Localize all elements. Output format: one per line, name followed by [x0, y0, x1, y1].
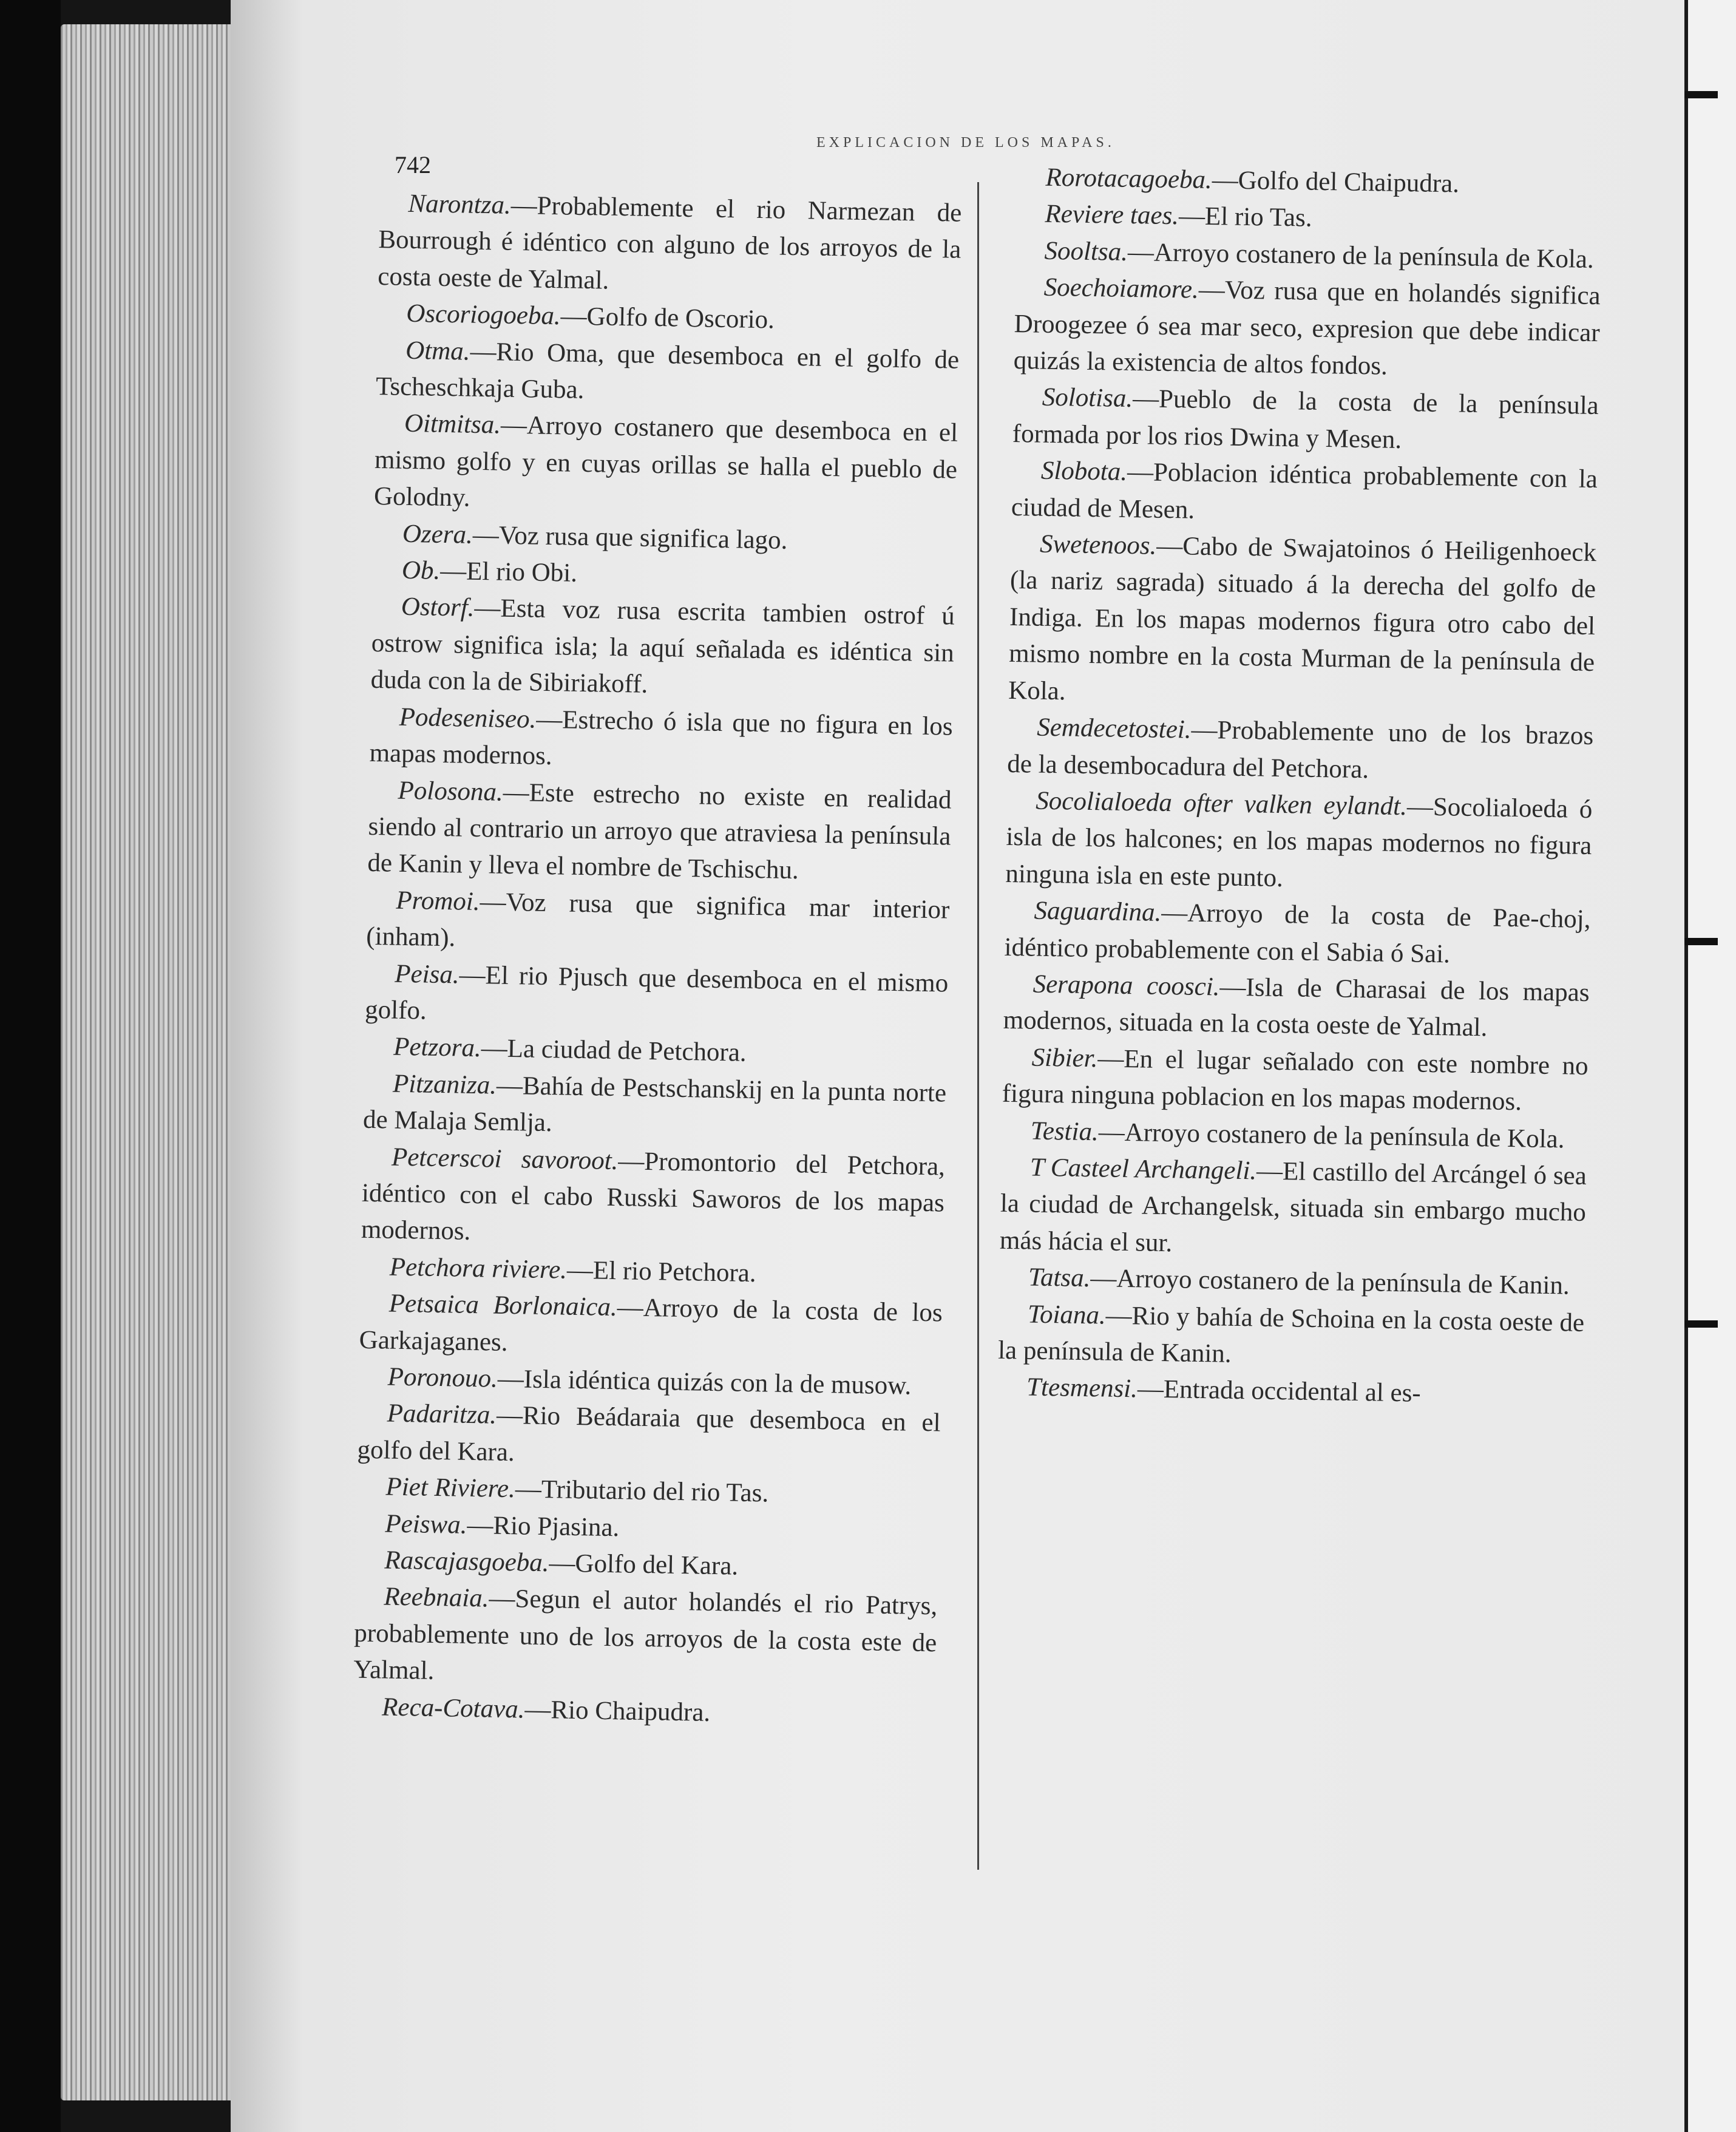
glossary-entry: [1004, 892, 1591, 975]
entry-definition: —Rio Chaipudra.: [524, 1695, 711, 1727]
column-divider: [977, 182, 979, 1870]
glossary-entry: [1013, 269, 1601, 388]
glossary-entry: [366, 882, 950, 966]
entry-headword: Sibier.: [1031, 1043, 1098, 1073]
glossary-entry: [363, 1065, 947, 1149]
glossary-entry: [1011, 452, 1598, 535]
entry-headword: Narontza.: [408, 189, 512, 220]
margin-mark: [1684, 91, 1718, 98]
entry-headword: Slobota.: [1040, 456, 1128, 487]
right-margin-strip: [1684, 0, 1736, 2132]
entry-definition: —Estrecho ó isla que no figura en los mapas modernos.: [369, 705, 953, 771]
entry-headword: Polosona.: [398, 776, 504, 807]
glossary-entry: [1002, 1039, 1589, 1122]
glossary-entry: [1000, 1149, 1587, 1268]
entry-definition: —Arroyo costanero que desemboca en el mismo golfo y en cuyas orillas se halla el pueblo de Golodny.: [373, 410, 958, 512]
entry-headword: Soechoiamore.: [1043, 273, 1199, 304]
entry-definition: —El castillo del Arcángel ó sea la ciudad de Archangelsk, situada sin embargo mucho más hácia el sur.: [999, 1156, 1587, 1258]
entry-definition: —Socolialoeda ó isla de los halcones; en los mapas modernos no figura ninguna isla en este punto.: [1005, 792, 1593, 892]
entry-headword: Pitzaniza.: [392, 1069, 497, 1100]
entry-headword: Petchora riviere.: [389, 1252, 568, 1285]
glossary-entry: [998, 1295, 1585, 1378]
entry-headword: Otma.: [405, 336, 470, 366]
entry-headword: Oitmitsa.: [404, 409, 501, 440]
glossary-entry: [361, 1138, 945, 1258]
entry-definition: —Probablemente uno de los brazos de la desembocadura del Petchora.: [1006, 715, 1594, 784]
entry-definition: —Arroyo costanero de la península de Kola.: [1127, 237, 1595, 274]
glossary-entry: [1005, 783, 1593, 901]
margin-mark: [1684, 1320, 1718, 1328]
glossary-entry: [370, 588, 955, 708]
entry-definition: —Rio Pjasina.: [467, 1510, 620, 1542]
entry-headword: Saguardina.: [1034, 896, 1162, 928]
glossary-entry: [1008, 526, 1597, 718]
page-edges: [61, 24, 243, 2100]
entry-headword: Testia.: [1030, 1116, 1099, 1146]
entry-definition: —Voz rusa que significa lago.: [472, 520, 788, 555]
entry-headword: Tatsa.: [1028, 1263, 1091, 1293]
entry-headword: Reviere taes.: [1045, 200, 1179, 231]
glossary-entry: [367, 772, 952, 892]
entry-headword: Socolialoeda ofter valken eylandt.: [1036, 786, 1408, 821]
entry-headword: Peisa.: [394, 959, 460, 990]
entry-headword: Poronouo.: [387, 1362, 498, 1393]
entry-headword: Ozera.: [402, 519, 473, 549]
entry-headword: Petzora.: [393, 1032, 482, 1063]
entry-definition: —Poblacion idéntica probablemente con la ciudad de Mesen.: [1011, 458, 1598, 525]
entry-headword: Peiswa.: [385, 1509, 467, 1540]
entry-headword: Petcerscoi savoroot.: [391, 1142, 619, 1175]
glossary-entry: [1007, 709, 1594, 792]
entry-headword: Swetenoos.: [1039, 529, 1157, 560]
entry-headword: Semdecetostei.: [1036, 713, 1192, 744]
entry-headword: Rorotacagoeba.: [1045, 163, 1213, 195]
entry-definition: —Rio Beádaraia que desemboca en el golfo del Kara.: [357, 1401, 941, 1467]
entry-definition: —Cabo de Swajatoinos ó Heiligenhoeck (la nariz sagrada) situado á la derecha del golfo de Indiga. En los mapas modernos figura otro cabo del mismo nombre en la costa Murman de la península de Kola.: [1008, 531, 1597, 706]
entry-headword: Reebnaia.: [384, 1582, 489, 1613]
entry-definition: —En el lugar señalado con este nombre no figura ninguna poblacion en los mapas modernos.: [1002, 1044, 1589, 1116]
running-head: EXPLICACION DE LOS MAPAS.: [816, 135, 1115, 151]
entry-definition: —Golfo del Chaipudra.: [1212, 166, 1460, 199]
glossary-entry: [378, 185, 962, 305]
entry-headword: Solotisa.: [1042, 383, 1133, 413]
glossary-entry: [359, 1285, 943, 1369]
entry-headword: T Casteel Archangeli.: [1029, 1153, 1257, 1186]
entry-headword: Ostorf.: [401, 592, 475, 623]
entry-definition: —Golfo de Oscorio.: [560, 302, 775, 334]
entry-definition: —El rio Obi.: [439, 556, 578, 588]
entry-headword: Ob.: [401, 555, 441, 585]
entry-headword: Promoi.: [396, 886, 480, 916]
entry-headword: Padaritza.: [387, 1399, 497, 1430]
entry-definition: —Rio y bahía de Schoina en la costa oeste de la península de Kanin.: [997, 1301, 1585, 1368]
entry-headword: Piet Riviere.: [385, 1472, 516, 1504]
page-number: 742: [395, 151, 431, 178]
glossary-entry: [374, 405, 958, 525]
entry-definition: —Isla de Charasai de los mapas modernos, situada en la costa oeste de Yalmal.: [1003, 973, 1590, 1042]
glossary-entry: [369, 699, 953, 783]
entry-definition: —Rio Oma, que desemboca en el golfo de Tscheschkaja Guba.: [375, 337, 960, 404]
entry-definition: —Pueblo de la costa de la península formada por los rios Dwina y Mesen.: [1012, 384, 1599, 454]
entry-definition: —Golfo del Kara.: [549, 1549, 739, 1581]
entry-definition: —Voz rusa que en holandés significa Droogezee ó sea mar seco, expresion que debe indicar quizás la existencia de altos fondos.: [1013, 275, 1601, 381]
entry-definition: —El rio Tas.: [1178, 202, 1312, 233]
entry-definition: —Esta voz rusa escrita tambien ostrof ú ostrow significa isla; la aquí señalada es idéntica sin duda con la de Sibiriakoff.: [370, 594, 955, 699]
entry-definition: —Arroyo de la costa de Pae-choj, idéntico probablemente con el Sabia ó Sai.: [1004, 898, 1591, 968]
glossary-entry: [1003, 966, 1590, 1048]
entry-headword: Serapona coosci.: [1032, 969, 1220, 1002]
entry-definition: —Este estrecho no existe en realidad siendo al contrario un arroyo que atraviesa la península de Kanin y lleva el nombre de Tschischu.: [367, 778, 952, 885]
entry-headword: Sooltsa.: [1044, 236, 1128, 266]
entry-definition: —Voz rusa que significa mar interior (inham).: [365, 887, 950, 952]
glossary-entry: [376, 332, 960, 416]
entry-definition: —Isla idéntica quizás con la de musow.: [497, 1364, 912, 1400]
entry-headword: Rascajasgoeba.: [384, 1546, 549, 1578]
entry-definition: —El rio Petchora.: [566, 1255, 757, 1288]
glossary-entry: [365, 955, 949, 1039]
glossary-entry: [1012, 379, 1599, 461]
right-column: [997, 159, 1602, 1415]
entry-definition: —Bahía de Pestschanskij en la punta norte de Malaja Semlja.: [362, 1071, 947, 1138]
entry-definition: —Promontorio del Petchora, idéntico con el cabo Russki Saworos de los mapas modernos.: [361, 1146, 946, 1246]
entry-headword: Ttesmensi.: [1026, 1373, 1138, 1404]
entry-definition: —Arroyo costanero de la península de Kola.: [1098, 1117, 1565, 1153]
entry-definition: —Arroyo de la costa de los Garkajaganes.: [359, 1293, 943, 1357]
entry-headword: Petsaica Borlonaica.: [388, 1289, 618, 1322]
entry-definition: —Segun el autor holandés el rio Patrys, probablemente uno de los arroyos de la costa este de Yalmal.: [353, 1584, 938, 1686]
glossary-entry: [357, 1395, 941, 1479]
margin-mark: [1684, 938, 1718, 945]
entry-definition: —La ciudad de Petchora.: [481, 1034, 747, 1068]
entry-headword: Podeseniseo.: [399, 702, 537, 734]
entry-definition: —Tributario del rio Tas.: [515, 1475, 769, 1508]
entry-definition: —El rio Pjusch que desemboca en el mismo golfo.: [364, 960, 949, 1025]
entry-headword: Reca-Cotava.: [381, 1692, 525, 1724]
left-column: [353, 185, 962, 1735]
glossary-entry: [353, 1578, 938, 1699]
entry-headword: Oscoriogoeba.: [405, 299, 561, 331]
entry-headword: Toiana.: [1027, 1300, 1107, 1330]
entry-definition: —Arroyo costanero de la península de Kanin.: [1090, 1264, 1570, 1300]
entry-definition: —Probablemente el rio Narmezan de Bourrough é idéntico con alguno de los arroyos de la costa oeste de Yalmal.: [377, 191, 962, 295]
entry-definition: —Entrada occidental al es-: [1137, 1374, 1422, 1408]
